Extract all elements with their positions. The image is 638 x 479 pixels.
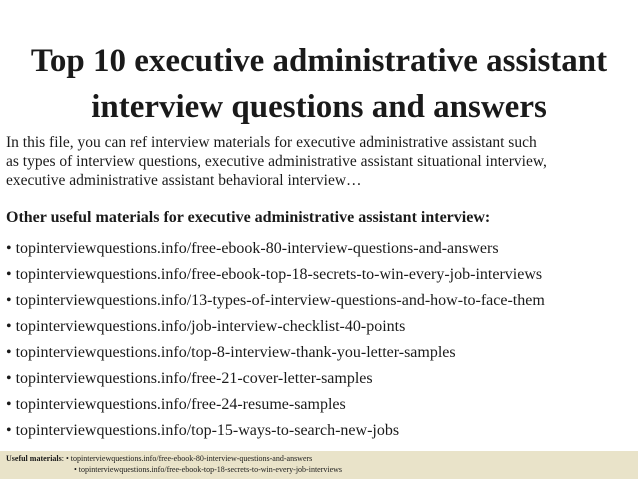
list-item [6, 316, 545, 342]
list-item [6, 368, 545, 394]
bullet-icon: • [6, 370, 12, 387]
list-item [6, 342, 545, 368]
bullet-icon: • [6, 422, 12, 439]
materials-heading: Other useful materials for executive administrative assistant interview: [6, 209, 491, 226]
material-link[interactable]: topinterviewquestions.info/job-interview-checklist-40-points [15, 318, 406, 335]
footer-separator: : [61, 454, 66, 463]
material-link[interactable]: topinterviewquestions.info/free-21-cover-letter-samples [15, 370, 373, 387]
list-item [6, 394, 545, 420]
title-line-1: Top 10 executive administrative assistant [30, 43, 608, 79]
title-line-2: interview questions and answers [91, 89, 547, 125]
intro-line-1: In this file, you can ref interview materials for executive administrative assistant such [6, 134, 537, 151]
footer-row [6, 453, 342, 464]
intro-paragraph [6, 133, 634, 190]
material-link[interactable]: topinterviewquestions.info/free-24-resume-samples [15, 396, 346, 413]
bullet-icon: • [6, 240, 12, 257]
material-link[interactable]: topinterviewquestions.info/top-8-interview-thank-you-letter-samples [15, 344, 456, 361]
list-item [6, 238, 545, 264]
footer-row [6, 464, 342, 475]
footer-link[interactable]: • topinterviewquestions.info/free-ebook-80-interview-questions-and-answers [66, 454, 313, 463]
footer-bar [0, 451, 638, 479]
material-link[interactable]: topinterviewquestions.info/free-ebook-80-interview-questions-and-answers [15, 240, 499, 257]
intro-line-3: executive administrative assistant behavioral interview… [6, 172, 362, 189]
footer-content [6, 453, 342, 475]
list-item [6, 290, 545, 316]
material-link[interactable]: topinterviewquestions.info/13-types-of-interview-questions-and-how-to-face-them [15, 292, 545, 309]
list-item [6, 264, 545, 290]
material-link[interactable]: topinterviewquestions.info/top-15-ways-to-search-new-jobs [15, 422, 400, 439]
bullet-icon: • [6, 292, 12, 309]
footer-label: Useful materials [6, 454, 62, 463]
bullet-icon: • [6, 396, 12, 413]
footer-link[interactable]: • topinterviewquestions.info/free-ebook-top-18-secrets-to-win-every-job-interviews [74, 465, 343, 474]
list-item [6, 420, 545, 446]
page-title [20, 38, 618, 130]
material-link[interactable]: topinterviewquestions.info/free-ebook-top-18-secrets-to-win-every-job-interviews [15, 266, 543, 283]
bullet-icon: • [6, 344, 12, 361]
bullet-icon: • [6, 318, 12, 335]
bullet-icon: • [6, 266, 12, 283]
materials-list [6, 238, 545, 446]
intro-line-2: as types of interview questions, executive administrative assistant situational interview, [6, 153, 547, 170]
